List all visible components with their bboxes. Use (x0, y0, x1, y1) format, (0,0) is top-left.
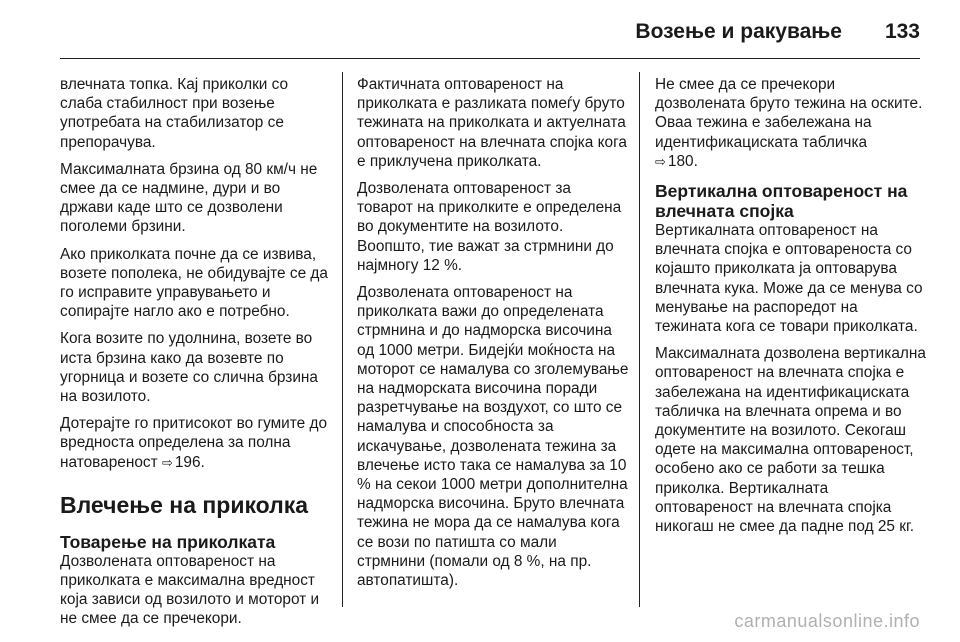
paragraph (655, 75, 927, 171)
column-divider-1 (342, 72, 343, 607)
paragraph: Дозволената оптовареност на приколката важи до определената стрмнина и до надморска височина од 1000 метри. Бидејќи моќноста на моторот се намалува со зголемување на надморската височина поради разретчување на воздухот, со што се намалува и способноста за искачување, дозволената тежина за влечење исто така се намалува за 10 % на секои 1000 метри дополнителна надморска височина. Бруто влечната тежина не мора да се намалува кога се вози по патишта со мали стрмнини (помали од 8 %, на пр. автопатишта). (357, 284, 629, 590)
paragraph-text: Не смее да се пречекори дозволената бруто тежина на оските. Оваа тежина е забележана на идентификациската табличка (655, 76, 923, 151)
paragraph: Дозволената оптовареност на приколката е максимална вредност која зависи од возилото и моторот и не смее да се пречекори. (60, 552, 320, 628)
subsection-title: Товарење на приколката (60, 531, 276, 552)
paragraph (60, 414, 330, 472)
paragraph: Максималната дозволена вертикална оптовареност на влечната спојка е забележана на идентификациската табличка на влечната опрема и во документите на возилото. Секогаш одете на максимална оптовареност, особено ако се работи за тешка приколка. Вертикалната оптовареност на влечната спојка никогаш не смее да падне под 25 кг. (655, 345, 926, 536)
paragraph: Ако приколката почне да се извива, возете пополека, не обидувајте се да го исправите управувањето и сопирајте нагло ако е потребно. (60, 245, 328, 321)
page-ref-link[interactable]: 180. (667, 152, 698, 170)
page-title: Возење и ракување (635, 20, 842, 43)
paragraph: влечната топка. Кај приколки со слаба стабилност при возење употребата на стабилизатор се препорачува. (60, 76, 289, 151)
column-divider-2 (639, 72, 640, 607)
paragraph: Фактичната оптовареност на приколката е разликата помеѓу бруто тежината на приколката и актуелната оптовареност на влечната спојка кога е приклучена приколката. (357, 76, 627, 170)
footer-watermark: carmanualsonline.info (734, 611, 920, 631)
column-3 (655, 75, 927, 544)
page-ref-link[interactable]: 196. (174, 453, 205, 471)
paragraph: Максималната брзина од 80 км/ч не смее да се надмине, дури и во држави каде што се дозволени поголеми брзини. (60, 160, 318, 236)
paragraph: Кога возите по удолнина, возете во иста брзина како да возевте по угорница и возете со слична брзина на возилото. (60, 330, 318, 406)
paragraph: Дозволената оптовареност за товарот на приколките е определена во документите на возилото. Воопшто, тие важат за стрмнини до најмногу 12 %. (357, 180, 622, 274)
column-1 (60, 75, 330, 637)
paragraph: Вертикалната оптовареност на влечната спојка е оптовареноста со којашто приколката ја оптоварува влечната кука. Може да се менува со менување на распоредот на тежината кога се товари приколката. (655, 222, 923, 336)
page-ref-arrow-icon: ⇨ (655, 153, 666, 169)
subsection-title: Вертикална оптовареност на влечната спојка (655, 181, 908, 222)
column-2 (357, 75, 629, 598)
header-rule (60, 58, 920, 59)
page-ref-arrow-icon: ⇨ (161, 454, 173, 470)
paragraph-text: Дотерајте го притисокот во гумите до вредноста определена за полна натовареност (60, 415, 328, 471)
page-number: 133 (884, 20, 920, 43)
section-title: Влечење на приколка (60, 491, 309, 518)
page-header (0, 0, 960, 62)
